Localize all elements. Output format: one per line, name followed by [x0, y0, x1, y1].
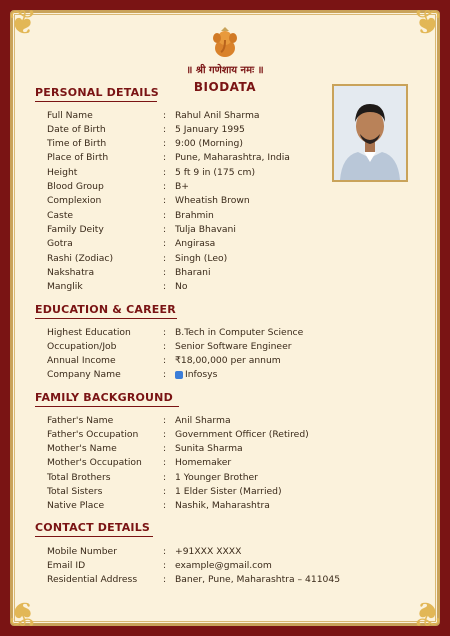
colon-separator: :	[163, 181, 167, 192]
detail-label: Mother's Occupation	[47, 457, 142, 469]
detail-row	[47, 485, 282, 499]
floral-corner-icon: ❦	[8, 3, 38, 43]
detail-row	[47, 354, 281, 368]
detail-row	[47, 137, 243, 151]
detail-row	[47, 427, 309, 441]
detail-value: Tulja Bhavani	[175, 223, 236, 235]
detail-value: B.Tech in Computer Science	[175, 326, 304, 338]
colon-separator: :	[163, 486, 167, 497]
section-title-personal: PERSONAL DETAILS	[35, 86, 159, 99]
colon-separator: :	[163, 252, 167, 264]
detail-label: Email ID	[47, 559, 86, 571]
infosys-logo-icon	[175, 371, 183, 379]
detail-value: example@gmail.com	[175, 559, 272, 571]
detail-value: 9:00 (Morning)	[175, 138, 243, 150]
colon-separator: :	[163, 209, 167, 221]
colon-separator: :	[163, 166, 167, 178]
detail-row	[47, 544, 241, 558]
detail-label: Blood Group	[47, 181, 104, 192]
colon-separator: :	[163, 109, 167, 121]
colon-separator: :	[163, 281, 167, 293]
detail-row	[47, 573, 340, 587]
detail-value: 1 Elder Sister (Married)	[175, 486, 282, 497]
detail-row	[47, 280, 188, 294]
detail-row	[47, 368, 217, 382]
detail-row	[47, 165, 255, 179]
detail-row	[47, 122, 245, 136]
colon-separator: :	[163, 266, 167, 278]
section-divider	[35, 406, 179, 407]
detail-row	[47, 108, 260, 122]
detail-value: Nashik, Maharashtra	[175, 500, 270, 512]
detail-value: No	[175, 281, 188, 293]
detail-label: Date of Birth	[47, 123, 106, 135]
colon-separator: :	[163, 471, 167, 483]
colon-separator: :	[163, 443, 167, 455]
detail-value: Senior Software Engineer	[175, 340, 292, 352]
detail-value: Bharani	[175, 266, 211, 278]
detail-label: Manglik	[47, 281, 83, 293]
detail-label: Occupation/Job	[47, 340, 117, 352]
section-divider	[35, 318, 177, 319]
detail-row	[47, 456, 231, 470]
colon-separator: :	[163, 152, 167, 164]
detail-label: Height	[47, 166, 78, 178]
colon-separator: :	[163, 326, 167, 338]
detail-value: 5 January 1995	[175, 123, 245, 135]
section-title-contact: CONTACT DETAILS	[35, 521, 151, 534]
colon-separator: :	[163, 340, 167, 352]
detail-label: Total Sisters	[47, 486, 103, 497]
floral-corner-icon: ❦	[412, 593, 442, 633]
detail-row	[47, 180, 189, 194]
detail-label: Place of Birth	[47, 152, 109, 164]
detail-row	[47, 237, 215, 251]
detail-value: Government Officer (Retired)	[175, 428, 309, 440]
detail-value: B+	[175, 181, 190, 192]
detail-label: Annual Income	[47, 355, 116, 367]
detail-label: Rashi (Zodiac)	[47, 252, 114, 264]
colon-separator: :	[163, 545, 167, 557]
colon-separator: :	[163, 123, 167, 135]
detail-row	[47, 499, 270, 513]
detail-value: ₹18,00,000 per annum	[175, 355, 281, 367]
detail-label: Family Deity	[47, 223, 104, 235]
detail-row	[47, 208, 214, 222]
colon-separator: :	[163, 414, 167, 426]
detail-value: Pune, Maharashtra, India	[175, 152, 290, 164]
detail-label: Total Brothers	[47, 471, 111, 483]
detail-label: Complexion	[47, 195, 102, 207]
detail-value: Rahul Anil Sharma	[175, 109, 260, 121]
section-divider	[35, 536, 153, 537]
colon-separator: :	[163, 500, 167, 512]
detail-row	[47, 325, 303, 339]
detail-value: Brahmin	[175, 209, 214, 221]
detail-label: Full Name	[47, 109, 93, 121]
detail-value: 5 ft 9 in (175 cm)	[175, 166, 256, 178]
detail-value	[175, 369, 217, 380]
floral-corner-icon: ❦	[412, 3, 442, 43]
colon-separator: :	[163, 559, 167, 571]
colon-separator: :	[163, 238, 167, 250]
section-title-education: EDUCATION & CAREER	[35, 303, 176, 316]
colon-separator: :	[163, 355, 167, 367]
document-title: BIODATA	[193, 80, 257, 94]
detail-value: Baner, Pune, Maharashtra – 411045	[175, 574, 341, 586]
colon-separator: :	[163, 457, 167, 469]
detail-label: Caste	[47, 209, 74, 221]
detail-label: Father's Name	[47, 414, 114, 426]
detail-value: Homemaker	[175, 457, 232, 469]
detail-row	[47, 151, 290, 165]
company-name-text: Infosys	[185, 369, 218, 381]
profile-photo	[332, 84, 408, 182]
detail-label: Mother's Name	[47, 443, 117, 455]
floral-corner-icon: ❦	[8, 593, 38, 633]
detail-label: Residential Address	[47, 574, 138, 586]
detail-label: Native Place	[47, 500, 105, 512]
colon-separator: :	[163, 369, 167, 381]
detail-row	[47, 194, 250, 208]
section-divider	[35, 101, 157, 102]
detail-label: Time of Birth	[47, 138, 107, 150]
colon-separator: :	[163, 195, 167, 207]
detail-label: Gotra	[47, 238, 73, 250]
ganesh-emblem-icon	[212, 26, 238, 58]
detail-row	[47, 339, 292, 353]
detail-label: Company Name	[47, 369, 121, 381]
detail-label: Highest Education	[47, 326, 131, 338]
colon-separator: :	[163, 138, 167, 150]
detail-value: Sunita Sharma	[175, 443, 243, 455]
invocation-text: ॥ श्री गणेशाय नमः ॥	[186, 65, 264, 76]
colon-separator: :	[163, 574, 167, 586]
detail-row	[47, 558, 272, 572]
detail-value: Singh (Leo)	[175, 252, 228, 264]
detail-row	[47, 222, 236, 236]
detail-value: Wheatish Brown	[175, 195, 250, 207]
detail-row	[47, 265, 211, 279]
detail-value: +91XXX XXXX	[175, 545, 242, 557]
section-title-family: FAMILY BACKGROUND	[35, 391, 173, 404]
detail-row	[47, 413, 231, 427]
detail-row	[47, 470, 258, 484]
detail-row	[47, 442, 243, 456]
detail-row	[47, 251, 227, 265]
detail-value: 1 Younger Brother	[175, 471, 258, 483]
detail-label: Nakshatra	[47, 266, 95, 278]
detail-label: Father's Occupation	[47, 428, 139, 440]
colon-separator: :	[163, 223, 167, 235]
detail-label: Mobile Number	[47, 545, 117, 557]
detail-value: Angirasa	[175, 238, 216, 250]
detail-value: Anil Sharma	[175, 414, 231, 426]
colon-separator: :	[163, 428, 167, 440]
